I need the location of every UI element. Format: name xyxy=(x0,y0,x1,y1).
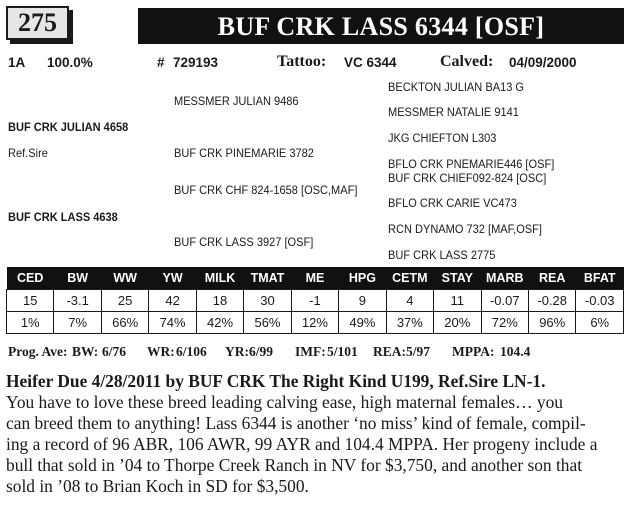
progeny-yr: 6/99 xyxy=(249,344,274,359)
lot-number: 275 xyxy=(6,6,69,40)
epd-value: -0.03 xyxy=(576,290,624,312)
progeny-label: Prog. Ave: xyxy=(8,344,68,359)
pedigree-sire-dam: BUF CRK PINEMARIE 3782 xyxy=(174,146,314,160)
epd-header: BW xyxy=(54,267,101,290)
epd-value: 11 xyxy=(434,290,481,312)
epd-percentile: 37% xyxy=(386,312,433,334)
epd-percentile: 20% xyxy=(434,312,481,334)
pedigree-sire-dam-sire: JKG CHIEFTON L303 xyxy=(388,131,497,145)
pedigree-dam: BUF CRK LASS 4638 xyxy=(8,210,118,224)
epd-value: 30 xyxy=(244,290,291,312)
epd-header: YW xyxy=(149,267,196,290)
progeny-imf: 5/101 xyxy=(327,344,358,359)
progeny-bw: 6/76 xyxy=(102,344,127,359)
epd-value: 4 xyxy=(386,290,433,312)
pedigree-sire-sire-dam: MESSMER NATALIE 9141 xyxy=(388,105,519,119)
epd-value: -3.1 xyxy=(54,290,101,312)
epd-percentile: 12% xyxy=(291,312,338,334)
epd-percentile: 49% xyxy=(339,312,386,334)
epd-table xyxy=(6,267,624,334)
epd-percentile: 66% xyxy=(101,312,148,334)
epd-value: 18 xyxy=(196,290,243,312)
registration-number: 729193 xyxy=(173,55,219,70)
pedigree-dam-dam: BUF CRK LASS 3927 [OSF] xyxy=(174,235,314,249)
epd-value: 25 xyxy=(101,290,148,312)
pedigree-sire-sire: MESSMER JULIAN 9486 xyxy=(174,94,299,108)
epd-header: REA xyxy=(528,267,575,290)
epd-header: HPG xyxy=(339,267,386,290)
epd-value: 9 xyxy=(339,290,386,312)
epd-header: TMAT xyxy=(244,267,291,290)
epd-header: CED xyxy=(7,267,54,290)
epd-header: STAY xyxy=(434,267,481,290)
progeny-wr: 6/106 xyxy=(176,344,207,359)
epd-percentile: 1% xyxy=(7,312,54,334)
epd-percentile: 7% xyxy=(54,312,101,334)
description-line: can breed them to anything! Lass 6344 is another ‘no miss’ kind of female, compil- xyxy=(6,413,586,433)
description-line: bull that sold in ’04 to Thorpe Creek Ranch in NV for $3,750, and another son that xyxy=(6,455,583,475)
epd-value: -0.28 xyxy=(528,290,575,312)
description-line: sold in ’08 to Brian Koch in SD for $3,500. xyxy=(6,476,309,496)
description-line: ing a record of 96 ABR, 106 AWR, 99 AYR and 104.4 MPPA. Her progeny include a xyxy=(6,434,598,454)
pedigree-sire: BUF CRK JULIAN 4658 xyxy=(8,120,129,134)
calved-date: 04/09/2000 xyxy=(509,55,577,70)
epd-header: MILK xyxy=(196,267,243,290)
epd-percentile: 96% xyxy=(528,312,575,334)
percent-value: 100.0% xyxy=(47,55,93,70)
progeny-rea-label: REA: xyxy=(373,344,406,359)
epd-value: 15 xyxy=(7,290,54,312)
epd-header: WW xyxy=(101,267,148,290)
progeny-yr-label: YR: xyxy=(225,344,249,359)
lot-description xyxy=(6,371,624,497)
epd-value: 42 xyxy=(149,290,196,312)
tattoo-value: VC 6344 xyxy=(344,55,397,70)
progeny-mppa-label: MPPA: xyxy=(452,344,495,359)
epd-header: MARB xyxy=(481,267,528,290)
epd-header-row xyxy=(7,267,624,290)
epd-percentile: 72% xyxy=(481,312,528,334)
epd-percentile: 74% xyxy=(149,312,196,334)
description-line: You have to love these breed leading calving ease, high maternal females… you xyxy=(6,392,563,412)
epd-value: -1 xyxy=(291,290,338,312)
progeny-rea: 5/97 xyxy=(406,344,431,359)
epd-header: CETM xyxy=(386,267,433,290)
pedigree-sire-note: Ref.Sire xyxy=(8,146,48,160)
epd-percentile-row xyxy=(7,312,624,334)
epd-values-row xyxy=(7,290,624,312)
epd-percentile: 6% xyxy=(576,312,624,334)
pedigree-sire-dam-dam: BFLO CRK PNEMARIE446 [OSF] xyxy=(388,157,555,171)
pedigree-dam-sire: BUF CRK CHF 824-1658 [OSC,MAF] xyxy=(174,183,358,197)
breed-code: 1A xyxy=(8,55,26,70)
progeny-mppa: 104.4 xyxy=(500,344,531,359)
calved-label: Calved: xyxy=(440,53,494,70)
pedigree-dam-sire-sire: BUF CRK CHIEF092-824 [OSC] xyxy=(388,171,547,185)
animal-name-title: BUF CRK LASS 6344 [OSF] xyxy=(138,8,624,44)
tattoo-label: Tattoo: xyxy=(277,53,327,70)
pedigree-dam-dam-dam: BUF CRK LASS 2775 xyxy=(388,248,496,262)
epd-header: BFAT xyxy=(576,267,624,290)
progeny-imf-label: IMF: xyxy=(295,344,326,359)
pedigree-sire-sire-sire: BECKTON JULIAN BA13 G xyxy=(388,80,525,94)
epd-percentile: 56% xyxy=(244,312,291,334)
registration-label: # xyxy=(157,55,165,70)
pedigree-dam-dam-sire: RCN DYNAMO 732 [MAF,OSF] xyxy=(388,222,542,236)
epd-percentile: 42% xyxy=(196,312,243,334)
pedigree-dam-sire-dam: BFLO CRK CARIE VC473 xyxy=(388,196,517,210)
progeny-wr-label: WR: xyxy=(147,344,175,359)
progeny-bw-label: BW: xyxy=(72,344,99,359)
description-headline: Heifer Due 4/28/2011 by BUF CRK The Right Kind U199, Ref.Sire LN-1. xyxy=(6,371,546,391)
epd-header: ME xyxy=(291,267,338,290)
epd-value: -0.07 xyxy=(481,290,528,312)
